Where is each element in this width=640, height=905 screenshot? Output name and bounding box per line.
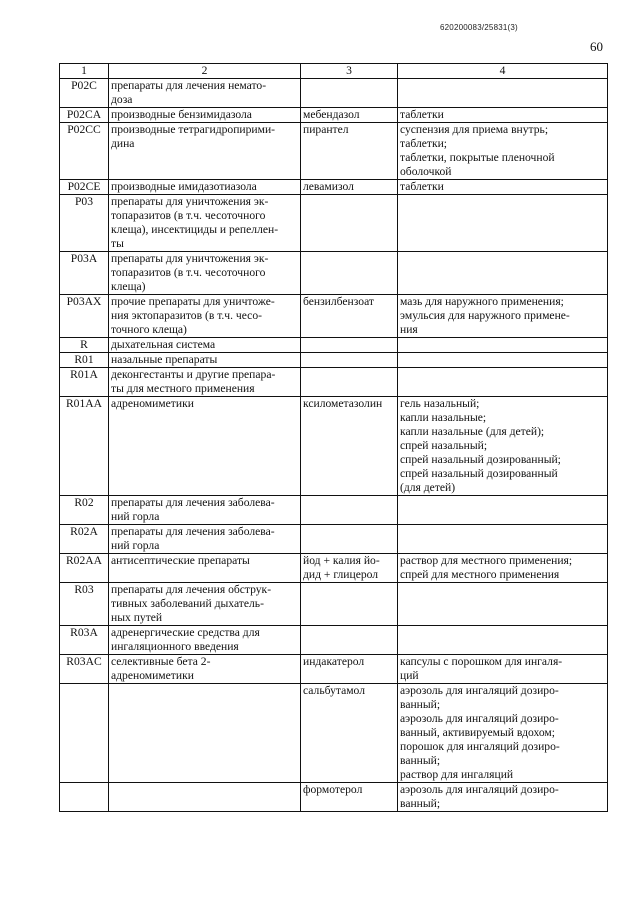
atc-code-cell: P02CE [60, 180, 109, 195]
table-row [60, 123, 608, 180]
cell-line: прочие препараты для уничтоже- [111, 295, 275, 308]
table-row [60, 108, 608, 123]
table-body [60, 79, 608, 812]
cell-line: таблетки [400, 180, 444, 193]
drug-name-cell [301, 525, 398, 554]
cell-line: доза [111, 93, 133, 106]
cell-line: препараты для лечения обструк- [111, 583, 272, 596]
atc-code-cell: R01AA [60, 397, 109, 496]
column-header-4: 4 [398, 64, 608, 79]
cell-line: клеща) [111, 280, 146, 293]
cell-line: адренергические средства для [111, 626, 260, 639]
group-name-cell [109, 368, 301, 397]
table-row [60, 783, 608, 812]
cell-line: сальбутамол [303, 684, 365, 697]
dosage-form-cell [398, 554, 608, 583]
cell-line: капсулы с порошком для ингаля- [400, 655, 563, 668]
cell-line: формотерол [303, 783, 363, 796]
drug-name-cell [301, 684, 398, 783]
table-row [60, 583, 608, 626]
cell-line: топаразитов (в т.ч. чесоточного [111, 209, 266, 222]
cell-line: адреномиметики [111, 669, 194, 682]
drug-name-cell [301, 180, 398, 195]
atc-code-cell: R01A [60, 368, 109, 397]
cell-line: ных путей [111, 611, 163, 624]
cell-line: таблетки; [400, 137, 448, 150]
cell-line: спрей для местного применения [400, 568, 560, 581]
atc-code-cell: R03A [60, 626, 109, 655]
drug-classification-table [59, 63, 608, 812]
cell-line: ний горла [111, 539, 160, 552]
table-row [60, 295, 608, 338]
drug-name-cell [301, 252, 398, 295]
group-name-cell [109, 655, 301, 684]
cell-line: бензилбензоат [303, 295, 374, 308]
atc-code-cell: P02CC [60, 123, 109, 180]
group-name-cell [109, 783, 301, 812]
cell-line: ния [400, 323, 418, 336]
drug-name-cell [301, 655, 398, 684]
dosage-form-cell [398, 180, 608, 195]
cell-line: препараты для лечения заболева- [111, 496, 275, 509]
group-name-cell [109, 525, 301, 554]
dosage-form-cell [398, 353, 608, 368]
table-row [60, 79, 608, 108]
cell-line: ванный; [400, 698, 441, 711]
dosage-form-cell [398, 108, 608, 123]
drug-name-cell [301, 626, 398, 655]
atc-code-cell: R02 [60, 496, 109, 525]
table-row [60, 626, 608, 655]
table-row [60, 655, 608, 684]
cell-line: йод + калия йо- [303, 554, 380, 567]
cell-line: антисептические препараты [111, 554, 250, 567]
group-name-cell [109, 180, 301, 195]
drug-name-cell [301, 583, 398, 626]
table-row [60, 252, 608, 295]
dosage-form-cell [398, 525, 608, 554]
dosage-form-cell [398, 338, 608, 353]
cell-line: назальные препараты [111, 353, 218, 366]
atc-code-cell: P02C [60, 79, 109, 108]
drug-name-cell [301, 108, 398, 123]
cell-line: суспензия для приема внутрь; [400, 123, 549, 136]
cell-line: дыхательная система [111, 338, 216, 351]
cell-line: таблетки, покрытые пленочной [400, 151, 555, 164]
cell-line: адреномиметики [111, 397, 194, 410]
drug-name-cell [301, 368, 398, 397]
atc-code-cell: R01 [60, 353, 109, 368]
group-name-cell [109, 195, 301, 252]
dosage-form-cell [398, 626, 608, 655]
atc-code-cell [60, 783, 109, 812]
page-number: 60 [590, 39, 603, 54]
cell-line: точного клеща) [111, 323, 187, 336]
atc-code-cell [60, 684, 109, 783]
drug-name-cell [301, 353, 398, 368]
cell-line: препараты для уничтожения эк- [111, 195, 269, 208]
drug-name-cell [301, 79, 398, 108]
group-name-cell [109, 108, 301, 123]
cell-line: ний горла [111, 510, 160, 523]
group-name-cell [109, 583, 301, 626]
group-name-cell [109, 123, 301, 180]
cell-line: производные тетрагидропирими- [111, 123, 276, 136]
group-name-cell [109, 295, 301, 338]
table-row [60, 368, 608, 397]
table-header-row [60, 64, 608, 79]
dosage-form-cell [398, 397, 608, 496]
cell-line: индакатерол [303, 655, 365, 668]
cell-line: производные имидазотиазола [111, 180, 257, 193]
cell-line: клеща), инсектициды и репеллен- [111, 223, 279, 236]
cell-line: ингаляционного введения [111, 640, 239, 653]
dosage-form-cell [398, 655, 608, 684]
cell-line: препараты для лечения немато- [111, 79, 267, 92]
cell-line: гель назальный; [400, 397, 480, 410]
group-name-cell [109, 252, 301, 295]
table-row [60, 554, 608, 583]
cell-line: селективные бета 2- [111, 655, 211, 668]
cell-line: ксилометазолин [303, 397, 383, 410]
cell-line: мазь для наружного применения; [400, 295, 564, 308]
dosage-form-cell [398, 783, 608, 812]
cell-line: деконгестанты и другие препара- [111, 368, 276, 381]
drug-name-cell [301, 554, 398, 583]
cell-line: тивных заболеваний дыхатель- [111, 597, 264, 610]
drug-name-cell [301, 783, 398, 812]
cell-line: эмульсия для наружного примене- [400, 309, 570, 322]
atc-code-cell: R03 [60, 583, 109, 626]
drug-name-cell [301, 397, 398, 496]
group-name-cell [109, 338, 301, 353]
cell-line: таблетки [400, 108, 444, 121]
cell-line: капли назальные; [400, 411, 487, 424]
cell-line: порошок для ингаляций дозиро- [400, 740, 560, 753]
cell-line: спрей назальный; [400, 439, 488, 452]
dosage-form-cell [398, 79, 608, 108]
atc-code-cell: P03A [60, 252, 109, 295]
cell-line: раствор для ингаляций [400, 768, 514, 781]
drug-name-cell [301, 195, 398, 252]
atc-code-cell: R03AC [60, 655, 109, 684]
group-name-cell [109, 496, 301, 525]
group-name-cell [109, 353, 301, 368]
cell-line: мебендазол [303, 108, 360, 121]
drug-name-cell [301, 338, 398, 353]
group-name-cell [109, 397, 301, 496]
column-header-1: 1 [60, 64, 109, 79]
cell-line: препараты для уничтожения эк- [111, 252, 269, 265]
cell-line: дид + глицерол [303, 568, 379, 581]
drug-name-cell [301, 496, 398, 525]
dosage-form-cell [398, 496, 608, 525]
cell-line: аэрозоль для ингаляций дозиро- [400, 783, 559, 796]
group-name-cell [109, 554, 301, 583]
dosage-form-cell [398, 368, 608, 397]
table-row [60, 180, 608, 195]
table-row [60, 525, 608, 554]
column-header-3: 3 [301, 64, 398, 79]
cell-line: раствор для местного применения; [400, 554, 573, 567]
dosage-form-cell [398, 583, 608, 626]
cell-line: спрей назальный дозированный; [400, 453, 561, 466]
group-name-cell [109, 79, 301, 108]
cell-line: капли назальные (для детей); [400, 425, 545, 438]
cell-line: спрей назальный дозированный [400, 467, 558, 480]
group-name-cell [109, 684, 301, 783]
cell-line: ций [400, 669, 419, 682]
cell-line: пирантел [303, 123, 349, 136]
cell-line: ванный; [400, 797, 441, 810]
drug-name-cell [301, 123, 398, 180]
cell-line: топаразитов (в т.ч. чесоточного [111, 266, 266, 279]
atc-code-cell: P02CA [60, 108, 109, 123]
atc-code-cell: P03AX [60, 295, 109, 338]
table-row [60, 496, 608, 525]
cell-line: ния эктопаразитов (в т.ч. чесо- [111, 309, 262, 322]
cell-line: препараты для лечения заболева- [111, 525, 275, 538]
atc-code-cell: R02A [60, 525, 109, 554]
table-row [60, 353, 608, 368]
table-row [60, 338, 608, 353]
cell-line: ты [111, 237, 124, 250]
dosage-form-cell [398, 252, 608, 295]
dosage-form-cell [398, 684, 608, 783]
drug-name-cell [301, 295, 398, 338]
table-row [60, 195, 608, 252]
cell-line: ванный; [400, 754, 441, 767]
cell-line: ты для местного применения [111, 382, 255, 395]
table-row [60, 397, 608, 496]
dosage-form-cell [398, 295, 608, 338]
cell-line: ванный, активируемый вдохом; [400, 726, 555, 739]
cell-line: (для детей) [400, 481, 456, 494]
atc-code-cell: R02AA [60, 554, 109, 583]
column-header-2: 2 [109, 64, 301, 79]
group-name-cell [109, 626, 301, 655]
atc-code-cell: R [60, 338, 109, 353]
cell-line: аэрозоль для ингаляций дозиро- [400, 684, 559, 697]
cell-line: левамизол [303, 180, 354, 193]
cell-line: аэрозоль для ингаляций дозиро- [400, 712, 559, 725]
dosage-form-cell [398, 195, 608, 252]
atc-code-cell: P03 [60, 195, 109, 252]
table-row [60, 684, 608, 783]
cell-line: производные бензимидазола [111, 108, 252, 121]
cell-line: дина [111, 137, 135, 150]
dosage-form-cell [398, 123, 608, 180]
cell-line: оболочкой [400, 165, 452, 178]
document-id: 620200083/25831(3) [440, 23, 518, 32]
